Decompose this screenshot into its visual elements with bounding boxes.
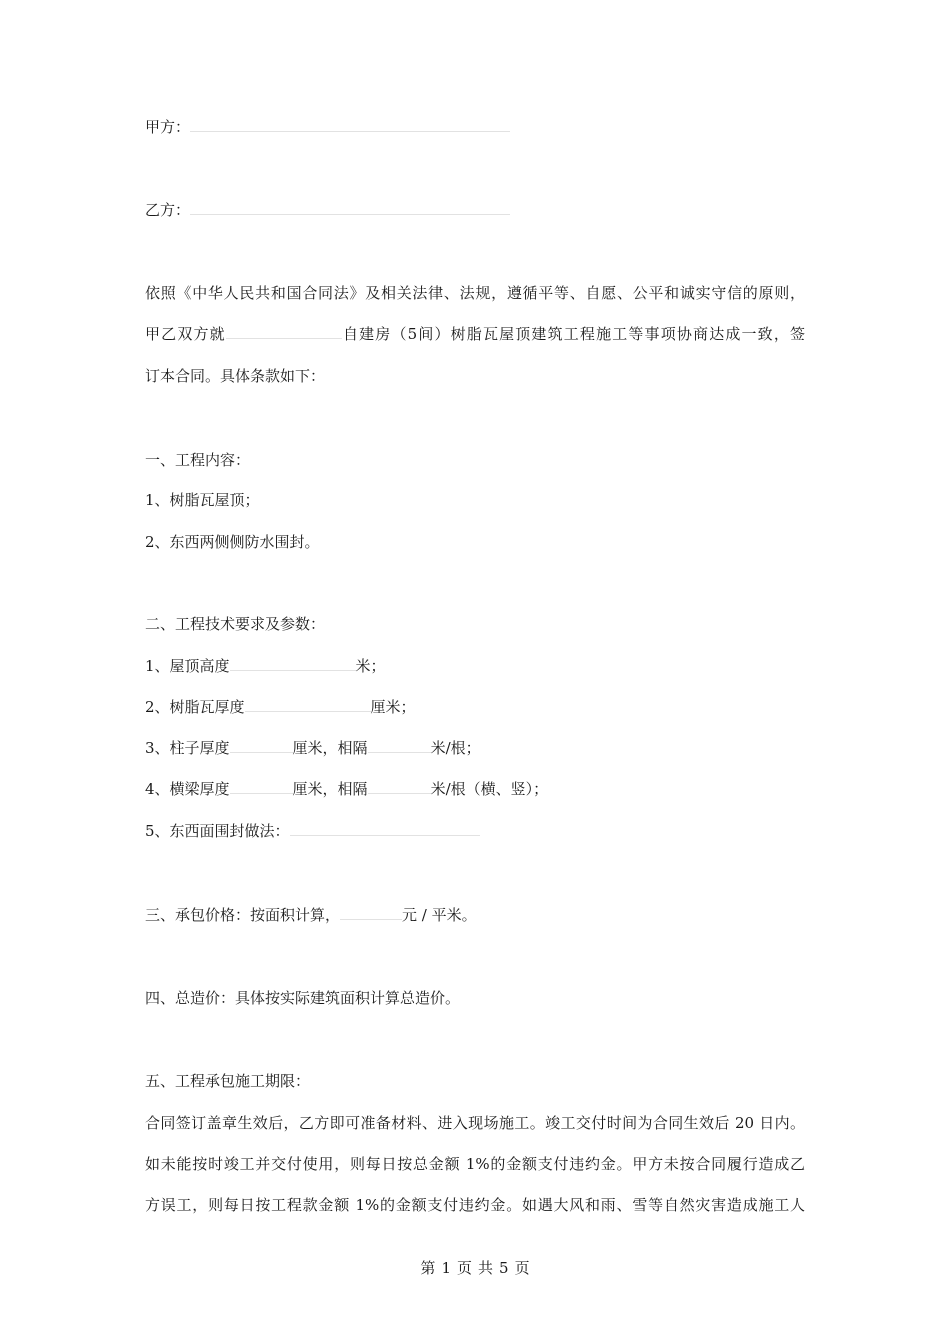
party-a-blank[interactable]	[190, 117, 510, 132]
enclosure-method-blank[interactable]	[290, 821, 480, 836]
unit-price-blank[interactable]	[340, 905, 402, 920]
section5-heading: 五、工程承包施工期限：	[145, 1072, 311, 1090]
party-a-label: 甲方：	[145, 118, 191, 136]
intro-line-2-suffix: 自建房（5间）树脂瓦屋顶建筑工程施工等事项协商达成一致，签	[341, 325, 805, 343]
beam-thickness-blank[interactable]	[230, 779, 293, 794]
intro-line-3: 订本合同。具体条款如下：	[145, 367, 326, 385]
beam-thickness-mid: 厘米，相隔	[292, 780, 368, 798]
footer-page-number: 1	[441, 1259, 451, 1277]
roof-height-blank[interactable]	[230, 656, 356, 671]
party-a-line	[145, 117, 510, 137]
enclosure-method-label: 5、东西面围封做法：	[145, 822, 290, 840]
column-thickness-blank[interactable]	[230, 738, 293, 753]
section3-line	[145, 905, 477, 925]
party-b-label: 乙方：	[145, 201, 191, 219]
section2-item-1	[145, 656, 386, 676]
tile-thickness-label: 2、树脂瓦厚度	[145, 698, 245, 716]
section1-item-2: 2、东西两侧侧防水围封。	[145, 533, 320, 551]
column-thickness-label: 3、柱子厚度	[145, 739, 230, 757]
footer-mid: 页	[456, 1259, 472, 1277]
beam-thickness-label: 4、横梁厚度	[145, 780, 230, 798]
beam-spacing-blank[interactable]	[368, 779, 431, 794]
party-b-blank[interactable]	[190, 200, 510, 215]
section5-line-3: 方误工，则每日按工程款金额 1%的金额支付违约金。如遇大风和雨、雪等自然灾害造成施工人	[145, 1196, 805, 1214]
section2-item-5	[145, 821, 480, 841]
tile-thickness-blank[interactable]	[245, 697, 371, 712]
footer-first: 第	[420, 1259, 436, 1277]
section2-heading: 二、工程技术要求及参数：	[145, 615, 326, 633]
page-footer	[0, 1258, 950, 1278]
intro-line-2	[145, 324, 805, 344]
party-b-line	[145, 200, 510, 220]
footer-total-pages: 5	[499, 1259, 509, 1277]
section5-line-1: 合同签订盖章生效后，乙方即可准备材料、进入现场施工。竣工交付时间为合同生效后 20 日内。	[145, 1114, 805, 1132]
column-spacing-unit: 米/根；	[430, 739, 481, 757]
section4-line: 四、总造价：具体按实际建筑面积计算总造价。	[145, 989, 461, 1007]
column-spacing-blank[interactable]	[368, 738, 431, 753]
intro-line-1: 依照《中华人民共和国合同法》及相关法律、法规，遵循平等、自愿、公平和诚实守信的原则，	[145, 284, 805, 302]
section2-item-4	[145, 779, 548, 799]
project-name-blank[interactable]	[226, 324, 342, 339]
section3-suffix: 元 / 平米。	[402, 906, 477, 924]
section1-item-1: 1、树脂瓦屋顶；	[145, 491, 260, 509]
section1-heading: 一、工程内容：	[145, 451, 251, 469]
footer-total-label: 共	[478, 1259, 494, 1277]
footer-last: 页	[514, 1259, 530, 1277]
roof-height-unit: 米；	[355, 657, 386, 675]
column-thickness-mid: 厘米，相隔	[292, 739, 368, 757]
section2-item-3	[145, 738, 481, 758]
section5-line-2: 如未能按时竣工并交付使用，则每日按总金额 1%的金额支付违约金。甲方未按合同履行造成乙	[145, 1155, 805, 1173]
section2-item-2	[145, 697, 416, 717]
beam-spacing-unit: 米/根（横、竖）；	[430, 780, 549, 798]
tile-thickness-unit: 厘米；	[370, 698, 416, 716]
intro-line-2-prefix: 甲乙双方就	[145, 325, 226, 343]
roof-height-label: 1、屋顶高度	[145, 657, 230, 675]
section3-prefix: 三、承包价格：按面积计算，	[145, 906, 341, 924]
